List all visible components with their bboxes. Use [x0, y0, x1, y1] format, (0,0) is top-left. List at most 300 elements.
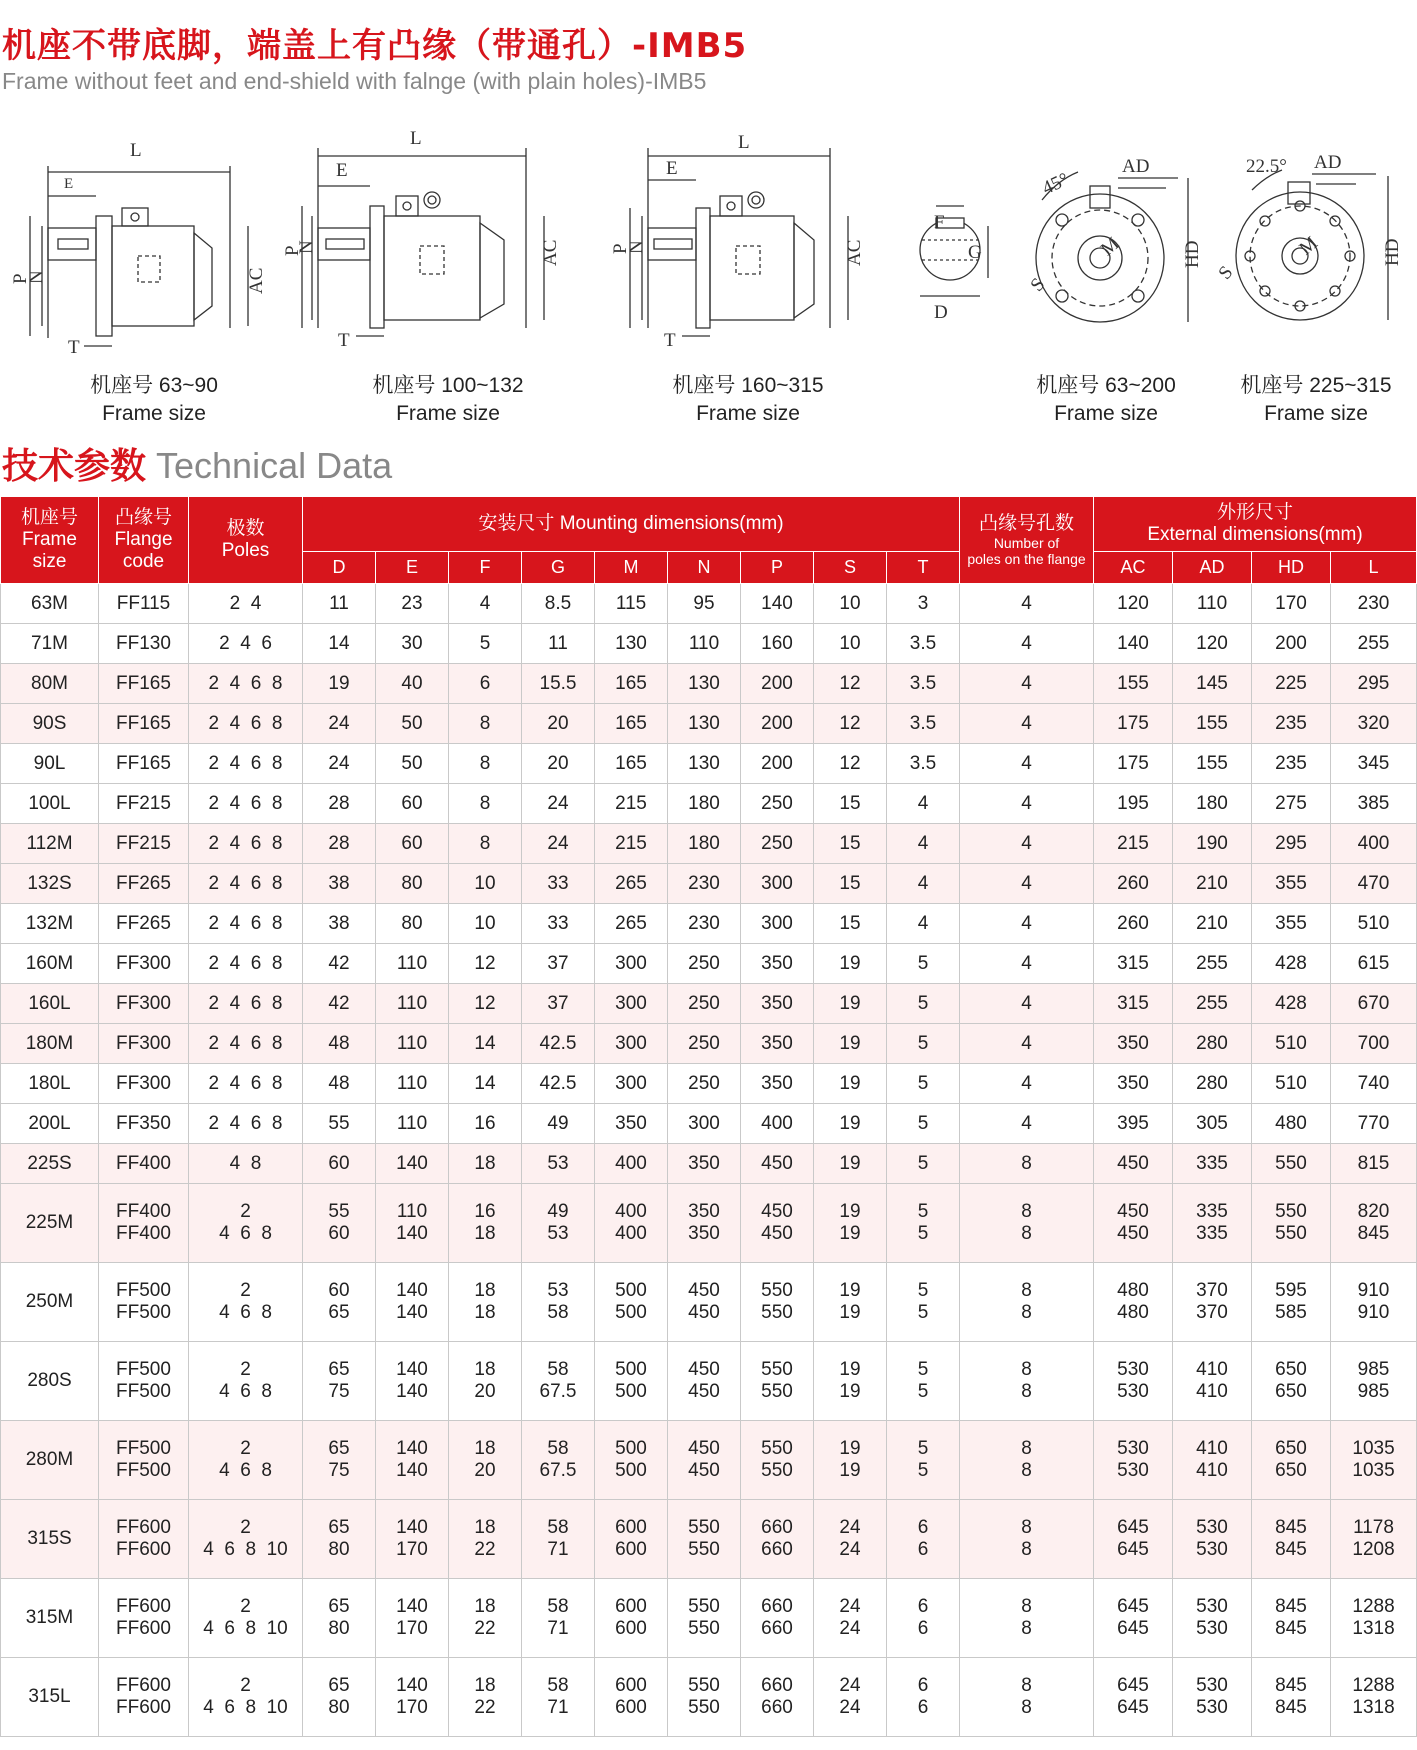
cell-value: 550 — [761, 1438, 793, 1459]
cell-value: 450 — [688, 1359, 720, 1380]
cell-value: 190 — [1196, 832, 1228, 854]
cell-holes — [960, 904, 1094, 944]
cell-value: FF400 — [116, 1152, 171, 1174]
cell-ac — [1094, 944, 1173, 984]
cell-e — [376, 1658, 449, 1737]
cell-value: 4 6 8 — [219, 1223, 272, 1244]
cell-value: 345 — [1357, 752, 1390, 774]
cell-value: 910 — [1357, 1280, 1390, 1301]
cell-value: 280 — [1196, 1032, 1228, 1054]
cell-value: 450 — [1117, 1201, 1149, 1222]
cell-ac — [1094, 1500, 1173, 1579]
cell-value: 58 — [547, 1438, 569, 1459]
cell-value: FF600 — [116, 1618, 171, 1639]
cell-value: 58 — [547, 1359, 569, 1380]
cell-value: 265 — [615, 912, 647, 934]
cell-d — [303, 664, 376, 704]
cell-hd — [1252, 704, 1331, 744]
cell-value: 550 — [761, 1381, 793, 1402]
cell-p — [741, 1104, 814, 1144]
cell-value: 140 — [396, 1381, 428, 1402]
figure-caption-4 — [1006, 372, 1206, 428]
cell-value: 2 4 6 8 — [208, 1112, 283, 1134]
cell-g — [522, 864, 595, 904]
table-row — [1, 1500, 1417, 1579]
cell-value: 300 — [761, 872, 793, 894]
cell-value: 55 — [328, 1112, 350, 1134]
cell-poles — [189, 664, 303, 704]
cell-value: 140 — [761, 592, 793, 614]
cell-l — [1331, 864, 1417, 904]
technical-data-table — [0, 496, 1417, 1737]
cell-value: 65 — [328, 1675, 350, 1696]
cell-value: 5 — [917, 1359, 929, 1380]
cell-poles — [189, 1421, 303, 1500]
cell-value: 3.5 — [909, 712, 937, 734]
caption-en: Frame size — [696, 402, 800, 425]
cell-holes — [960, 584, 1094, 624]
cell-value: 4 — [917, 872, 929, 894]
cell-m — [595, 624, 668, 664]
dim-label-N: N — [626, 240, 647, 254]
table-row — [1, 1263, 1417, 1342]
cell-ad — [1173, 904, 1252, 944]
cell-value: 4 — [1021, 1072, 1032, 1094]
cell-m — [595, 1144, 668, 1184]
cell-t — [887, 1579, 960, 1658]
cell-value: 2 4 6 8 — [208, 872, 283, 894]
cell-hd — [1252, 624, 1331, 664]
cell-ad — [1173, 744, 1252, 784]
cell-value: 845 — [1275, 1675, 1307, 1696]
cell-d — [303, 1342, 376, 1421]
cell-value: 19 — [839, 1223, 861, 1244]
cell-value: 71 — [547, 1697, 569, 1718]
cell-ac — [1094, 664, 1173, 704]
cell-value: 280 — [1196, 1072, 1228, 1094]
cell-p — [741, 584, 814, 624]
cell-value: FF500 — [116, 1280, 171, 1301]
cell-value: 250 — [688, 952, 720, 974]
cell-value: 350 — [761, 992, 793, 1014]
dim-label-L: L — [738, 132, 750, 153]
cell-value: 660 — [761, 1596, 793, 1617]
cell-value: 4 6 8 — [219, 1460, 272, 1481]
cell-value: 165 — [615, 672, 647, 694]
cell-value: 14 — [474, 1072, 496, 1094]
cell-value: 4 — [1021, 952, 1032, 974]
cell-value: FF300 — [116, 1072, 171, 1094]
cell-value: 250 — [761, 832, 793, 854]
cell-value: 18 — [474, 1596, 496, 1617]
cell-value: 15 — [839, 832, 861, 854]
cell-p — [741, 1144, 814, 1184]
cell-f — [449, 624, 522, 664]
cell-frame: 250M — [1, 1263, 99, 1342]
cell-m — [595, 944, 668, 984]
cell-g — [522, 1104, 595, 1144]
cell-holes — [960, 1658, 1094, 1737]
cell-value: 3.5 — [909, 672, 937, 694]
cell-value: 500 — [615, 1381, 647, 1402]
cell-s — [814, 584, 887, 624]
cell-l — [1331, 1658, 1417, 1737]
caption-cn: 机座号 100~132 — [372, 374, 524, 397]
cell-holes — [960, 1144, 1094, 1184]
cell-t — [887, 1421, 960, 1500]
cell-value: 8 — [1021, 1596, 1032, 1617]
cell-value: 165 — [615, 712, 647, 734]
cell-value: 530 — [1196, 1539, 1228, 1560]
cell-e — [376, 1579, 449, 1658]
cell-ad — [1173, 1144, 1252, 1184]
cell-m — [595, 1500, 668, 1579]
cell-value: 120 — [1196, 632, 1228, 654]
cell-value: 6 — [917, 1697, 929, 1718]
cell-holes — [960, 784, 1094, 824]
cell-value: 500 — [615, 1460, 647, 1481]
cell-value: 600 — [615, 1539, 647, 1560]
cell-value: 15.5 — [539, 672, 577, 694]
table-row — [1, 1421, 1417, 1500]
cell-value: 19 — [839, 1438, 861, 1459]
section-title-en: Technical Data — [156, 445, 393, 486]
cell-value: 215 — [615, 792, 647, 814]
cell-value: 530 — [1196, 1618, 1228, 1639]
cell-holes — [960, 1024, 1094, 1064]
cell-value: FF500 — [116, 1359, 171, 1380]
cell-t — [887, 584, 960, 624]
cell-g — [522, 824, 595, 864]
cell-value: 200 — [761, 712, 793, 734]
cell-value: 428 — [1275, 952, 1307, 974]
cell-value: 19 — [839, 1152, 861, 1174]
cell-value: 20 — [474, 1460, 496, 1481]
cell-hd — [1252, 1500, 1331, 1579]
cell-e — [376, 1184, 449, 1263]
cell-value: 450 — [688, 1381, 720, 1402]
cell-value: FF500 — [116, 1438, 171, 1459]
cell-value: 2 — [240, 1675, 251, 1696]
cell-n — [668, 1024, 741, 1064]
cell-p — [741, 1184, 814, 1263]
header-col-f: F — [449, 552, 522, 584]
cell-flange — [99, 1024, 189, 1064]
caption-en: Frame size — [1264, 402, 1368, 425]
cell-value: 8 — [1021, 1675, 1032, 1696]
table-row — [1, 584, 1417, 624]
cell-value: FF265 — [116, 872, 171, 894]
cell-value: 250 — [688, 1032, 720, 1054]
cell-value: 8 — [479, 752, 491, 774]
cell-value: 145 — [1196, 672, 1228, 694]
cell-n — [668, 984, 741, 1024]
cell-m — [595, 1024, 668, 1064]
cell-ac — [1094, 1342, 1173, 1421]
cell-value: 50 — [401, 752, 423, 774]
cell-holes — [960, 704, 1094, 744]
cell-value: 5 — [917, 952, 929, 974]
cell-value: 4 — [1021, 592, 1032, 614]
cell-hd — [1252, 824, 1331, 864]
cell-value: 4 — [917, 832, 929, 854]
cell-hd — [1252, 1579, 1331, 1658]
table-row — [1, 824, 1417, 864]
cell-value: 18 — [474, 1302, 496, 1323]
cell-value: 24 — [328, 712, 350, 734]
cell-value: 200 — [761, 672, 793, 694]
cell-value: 2 — [240, 1438, 251, 1459]
cell-d — [303, 1024, 376, 1064]
cell-value: 550 — [1275, 1223, 1307, 1244]
cell-value: 8 — [1021, 1697, 1032, 1718]
cell-value: 845 — [1275, 1618, 1307, 1639]
cell-n — [668, 1342, 741, 1421]
cell-value: 170 — [396, 1618, 428, 1639]
cell-frame: 315S — [1, 1500, 99, 1579]
cell-value: 12 — [474, 952, 496, 974]
cell-frame: 200L — [1, 1104, 99, 1144]
cell-value: 550 — [761, 1460, 793, 1481]
cell-value: 645 — [1117, 1675, 1149, 1696]
dim-label-F: F — [934, 212, 945, 233]
cell-value: 275 — [1275, 792, 1307, 814]
cell-value: 60 — [328, 1223, 350, 1244]
cell-d — [303, 1263, 376, 1342]
cell-value: 530 — [1117, 1359, 1149, 1380]
cell-l — [1331, 704, 1417, 744]
table-row — [1, 1104, 1417, 1144]
cell-value: 410 — [1196, 1438, 1228, 1459]
cell-poles — [189, 1658, 303, 1737]
cell-value: 600 — [615, 1596, 647, 1617]
cell-value: FF600 — [116, 1517, 171, 1538]
cell-holes — [960, 1104, 1094, 1144]
cell-value: 14 — [328, 632, 350, 654]
cell-e — [376, 584, 449, 624]
cell-value: 660 — [761, 1539, 793, 1560]
cell-e — [376, 1500, 449, 1579]
cell-flange — [99, 1579, 189, 1658]
cell-value: 530 — [1117, 1438, 1149, 1459]
cell-m — [595, 664, 668, 704]
cell-value: 140 — [1117, 632, 1149, 654]
cell-ad — [1173, 1658, 1252, 1737]
cell-value: 65 — [328, 1438, 350, 1459]
cell-ad — [1173, 1421, 1252, 1500]
cell-value: 3.5 — [909, 632, 937, 654]
cell-value: 130 — [688, 712, 720, 734]
cell-f — [449, 1064, 522, 1104]
cell-n — [668, 1184, 741, 1263]
cell-hd — [1252, 1104, 1331, 1144]
cell-value: 24 — [839, 1675, 861, 1696]
cell-f — [449, 984, 522, 1024]
cell-value: 700 — [1357, 1032, 1390, 1054]
cell-value: 255 — [1196, 992, 1228, 1014]
cell-value: 12 — [839, 712, 861, 734]
cell-t — [887, 624, 960, 664]
cell-f — [449, 1579, 522, 1658]
cell-value: 8 — [1021, 1381, 1032, 1402]
cell-value: 4 — [479, 592, 491, 614]
cell-ad — [1173, 1500, 1252, 1579]
cell-value: 660 — [761, 1618, 793, 1639]
cell-value: FF500 — [116, 1381, 171, 1402]
cell-value: 19 — [839, 1302, 861, 1323]
cell-value: 350 — [761, 1032, 793, 1054]
cell-value: 19 — [839, 952, 861, 974]
cell-poles — [189, 1024, 303, 1064]
cell-value: 4 — [1021, 872, 1032, 894]
cell-value: FF300 — [116, 992, 171, 1014]
cell-m — [595, 584, 668, 624]
cell-value: 480 — [1275, 1112, 1307, 1134]
cell-e — [376, 984, 449, 1024]
cell-value: 130 — [688, 672, 720, 694]
cell-value: 175 — [1117, 752, 1149, 774]
cell-value: 530 — [1196, 1697, 1228, 1718]
cell-d — [303, 1064, 376, 1104]
caption-en: Frame size — [396, 402, 500, 425]
cell-value: 130 — [688, 752, 720, 774]
cell-holes — [960, 1342, 1094, 1421]
cell-g — [522, 984, 595, 1024]
cell-value: 65 — [328, 1517, 350, 1538]
cell-value: 5 — [917, 992, 929, 1014]
cell-poles — [189, 784, 303, 824]
cell-value: 350 — [1117, 1072, 1149, 1094]
cell-flange — [99, 824, 189, 864]
cell-value: 18 — [474, 1152, 496, 1174]
cell-value: 75 — [328, 1460, 350, 1481]
cell-ac — [1094, 1658, 1173, 1737]
cell-value: 550 — [688, 1675, 720, 1696]
page-subtitle: Frame without feet and end-shield with falnge (with plain holes)-IMB5 — [2, 68, 707, 94]
cell-value: 2 4 6 8 — [208, 912, 283, 934]
table-row — [1, 784, 1417, 824]
cell-f — [449, 1500, 522, 1579]
cell-p — [741, 1579, 814, 1658]
cell-e — [376, 824, 449, 864]
cell-s — [814, 1184, 887, 1263]
cell-value: FF265 — [116, 912, 171, 934]
cell-value: FF215 — [116, 832, 171, 854]
cell-value: 300 — [761, 912, 793, 934]
cell-value: 300 — [615, 992, 647, 1014]
cell-poles — [189, 744, 303, 784]
header-col-ac: AC — [1094, 552, 1173, 584]
cell-value: 845 — [1275, 1539, 1307, 1560]
cell-value: 645 — [1117, 1697, 1149, 1718]
cell-g — [522, 1024, 595, 1064]
cell-l — [1331, 584, 1417, 624]
cell-value: 4 — [1021, 792, 1032, 814]
header-poles: 极数 Poles — [189, 497, 303, 584]
header-col-s: S — [814, 552, 887, 584]
cell-d — [303, 1500, 376, 1579]
cell-m — [595, 1263, 668, 1342]
cell-value: 48 — [328, 1072, 350, 1094]
cell-t — [887, 1184, 960, 1263]
cell-l — [1331, 1421, 1417, 1500]
cell-value: 235 — [1275, 752, 1307, 774]
cell-value: 140 — [396, 1359, 428, 1380]
cell-g — [522, 1064, 595, 1104]
cell-frame: 180M — [1, 1024, 99, 1064]
cell-flange — [99, 624, 189, 664]
cell-p — [741, 864, 814, 904]
cell-f — [449, 744, 522, 784]
cell-value: 16 — [474, 1112, 496, 1134]
cell-holes — [960, 744, 1094, 784]
cell-ad — [1173, 864, 1252, 904]
cell-value: 180 — [688, 792, 720, 814]
cell-value: 12 — [839, 752, 861, 774]
cell-value: 470 — [1357, 872, 1390, 894]
cell-value: 550 — [761, 1302, 793, 1323]
cell-hd — [1252, 904, 1331, 944]
dim-label-L: L — [130, 140, 142, 161]
cell-value: 450 — [761, 1152, 793, 1174]
cell-p — [741, 1342, 814, 1421]
cell-value: 500 — [615, 1359, 647, 1380]
cell-flange — [99, 1421, 189, 1500]
cell-l — [1331, 664, 1417, 704]
cell-value: 815 — [1357, 1152, 1390, 1174]
cell-value: 10 — [474, 872, 496, 894]
cell-value: 19 — [839, 1381, 861, 1402]
cell-value: 8 — [1021, 1152, 1032, 1174]
cell-flange — [99, 864, 189, 904]
cell-value: 2 4 6 8 — [208, 712, 283, 734]
cell-value: 4 — [1021, 912, 1032, 934]
cell-value: 18 — [474, 1359, 496, 1380]
cell-frame: 132S — [1, 864, 99, 904]
cell-s — [814, 1263, 887, 1342]
cell-m — [595, 784, 668, 824]
cell-value: 80 — [401, 872, 423, 894]
cell-s — [814, 624, 887, 664]
cell-value: FF300 — [116, 1032, 171, 1054]
cell-value: 910 — [1357, 1302, 1390, 1323]
cell-m — [595, 1184, 668, 1263]
cell-value: 4 — [1021, 712, 1032, 734]
cell-value: 2 4 6 8 — [208, 1072, 283, 1094]
cell-t — [887, 1500, 960, 1579]
cell-value: 67.5 — [539, 1460, 577, 1481]
cell-n — [668, 1144, 741, 1184]
cell-value: 110 — [396, 952, 428, 974]
cell-flange — [99, 784, 189, 824]
cell-ac — [1094, 904, 1173, 944]
cell-value: 22 — [474, 1539, 496, 1560]
cell-ad — [1173, 584, 1252, 624]
cell-value: 140 — [396, 1596, 428, 1617]
cell-g — [522, 1579, 595, 1658]
cell-value: 300 — [615, 1072, 647, 1094]
cell-value: 1208 — [1352, 1539, 1395, 1560]
cell-value: 24 — [547, 792, 569, 814]
cell-value: 265 — [615, 872, 647, 894]
cell-p — [741, 824, 814, 864]
dim-label-E: E — [336, 160, 348, 181]
figure-caption-2 — [348, 372, 548, 428]
figure-caption-1 — [64, 372, 244, 428]
cell-flange — [99, 944, 189, 984]
cell-l — [1331, 1064, 1417, 1104]
cell-g — [522, 1342, 595, 1421]
